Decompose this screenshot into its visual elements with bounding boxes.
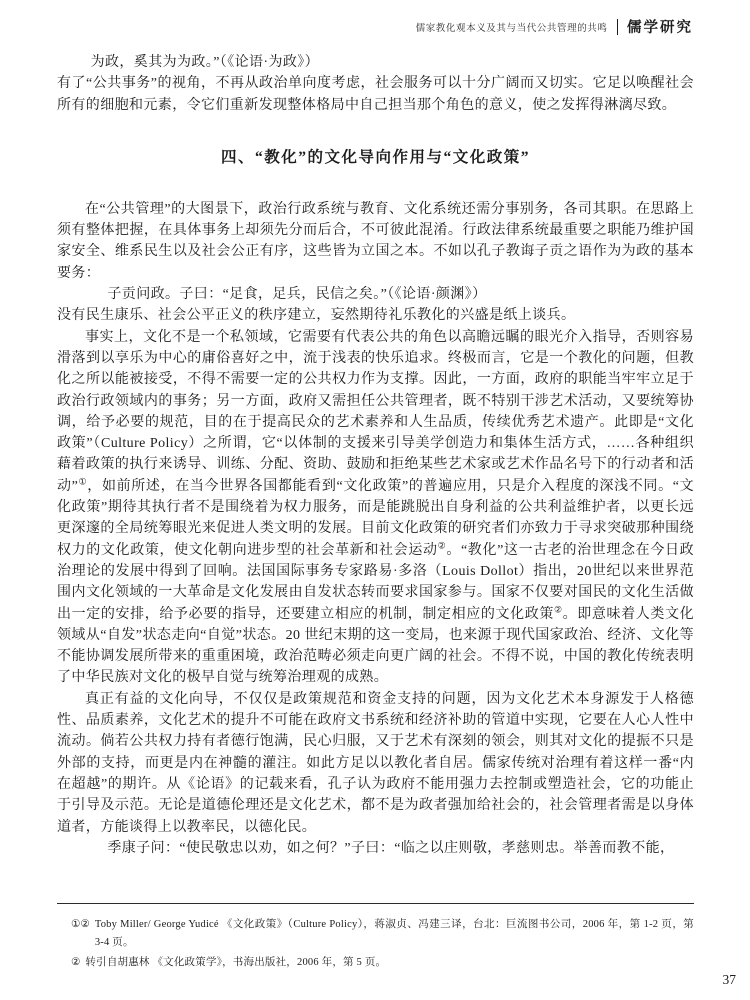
quote-continuation: 为政，奚其为为政。”（《论语·为政》） [90, 55, 320, 70]
footnote-section [57, 903, 694, 975]
body-paragraph: 没有民生康乐、社会公平正义的秩序建立，妄然期待礼乐教化的兴盛是纸上谈兵。 [57, 308, 576, 324]
analects-quote: 季康子问：“使民敬忠以劝，如之何？”子曰：“临之以庄则敬，孝慈则忠。举善而教不能， [107, 840, 675, 856]
analects-quote: 子贡问政。子曰：“足食，足兵，民信之矣。”（《论语·颜渊》） [107, 287, 487, 303]
footnote-item [57, 954, 694, 972]
section-heading: 四、“教化”的文化导向作用与“文化政策” [220, 148, 530, 166]
body-paragraph: 在“公共管理”的大图景下，政治行政系统与教育、文化系统还需分事别务，各司其职。在思路上须有整体把握，在具体事务上却须先分而后合，不可彼此混淆。行政法律系统最重要之职能乃维护国家安全、维系民生以及社会公正有序，这些皆为立国之本。不如以孔子教诲子贡之语作为为政的基本要务： [57, 201, 694, 281]
page-header [416, 16, 693, 37]
running-title: 儒家教化观本义及其与当代公共管理的共鸣 [415, 23, 608, 34]
footnote-marker: ①② [71, 919, 90, 930]
footnote-text: Toby Miller/ George Yudicé 《文化政策》（Culture Policy），蒋淑贞、冯建三译，台北：巨流图书公司，2006 年，第 1-2 页，第 3-4 页。 [94, 919, 694, 948]
body-paragraph: 有了“公共事务”的视角，不再从政治单向度考虑，社会服务可以十分广阔而又切实。它足以唤醒社会所有的细胞和元素，令它们重新发现整体格局中自己担当那个角色的意义，使之发挥得淋漓尽致。 [57, 76, 694, 113]
body-paragraph: 真正有益的文化向导，不仅仅是政策规范和资金支持的问题，因为文化艺术本身源发于人格德性、品质素养，文化艺术的提升不可能在政府文书系统和经济补助的管道中实现，它要在人心人性中流动。倘若公共权力持有者德行饱满，民心归服，又于艺术有深刻的领会，则其对文化的提振不只是外部的支持，而更是内在神髓的灌注。如此方足以以教化者自居。儒家传统对治理有着这样一番“内在超越”的期许。从《论语》的记载来看，孔子认为政府不能用强力去控制或塑造社会，它的功能止于引导及示范。无论是道德伦理还是文化艺术，都不是为政者强加给社会的，社会管理者需是以身体道者，方能谈得上以教率民，以德化民。 [57, 691, 694, 835]
body-paragraph: 事实上，文化不是一个私领域，它需要有代表公共的角色以高瞻远瞩的眼光介入指导，否则容易滑落到以享乐为中心的庸俗喜好之中，流于浅表的快乐追求。终极而言，它是一个教化的问题，但教化之所以能被接受，不得不需要一定的公共权力作为支撑。因此，一方面，政府的职能当牢牢立足于政治行政领域内的事务；另一方面，政府又需担任公共管理者，既不特别干涉艺术活动，又要统筹协调，给予必要的规范，目的在于提高民众的艺术素养和人生品质，传续优秀艺术遗产。此即是“文化政策”（Culture Policy）之所谓，它“以体制的支援来引导美学创造力和集体生活方式，……各种组织藉着政策的执行来诱导、训练、分配、资助、鼓励和拒绝某些艺术家或艺术作品名号下的行动者和活动”①，如前所述，在当今世界各国都能看到“文化政策”的普遍应用，只是介入程度的深浅不同。“文化政策”期待其执行者不是围绕着为权力服务，而是能跳脱出自身利益的公共利益维护者，以更长远更深邃的全局统筹眼光来促进人类文明的发展。目前文化政策的研究者们亦致力于寻求突破那种围绕权力的文化政策，使文化朝向进步型的社会革新和社会运动②。“教化”这一古老的治世理念在今日政治理论的发展中得到了回响。法国国际事务专家路易·多洛（Louis Dollot）指出，20世纪以来世界范围内文化领域的一大革命是文化发展由自发状态转而要求国家参与。国家不仅要对国民的文化生活做出一定的安排，给予必要的指导，还要建立相应的机制，制定相应的文化政策②。即意味着人类文化领域从“自发”状态走向“自觉”状态。20 世纪末期的这一变局，也来源于现代国家政治、经济、文化等不能协调发展所带来的重重困境，政治范畴必须走向更广阔的社会。不得不说，中国的教化传统表明了中华民族对文化的极早自觉与统筹治理观的成熟。 [57, 329, 694, 686]
journal-name: 儒学研究 [627, 20, 693, 36]
footnote-text: 转引自胡惠林 《文化政策学》，书海出版社，2006 年，第 5 页。 [85, 957, 387, 968]
article-body [57, 52, 694, 900]
page-number: 37 [722, 972, 736, 987]
header-divider [617, 19, 619, 35]
footnote-marker: ② [71, 957, 81, 968]
footnote-item [57, 916, 694, 951]
